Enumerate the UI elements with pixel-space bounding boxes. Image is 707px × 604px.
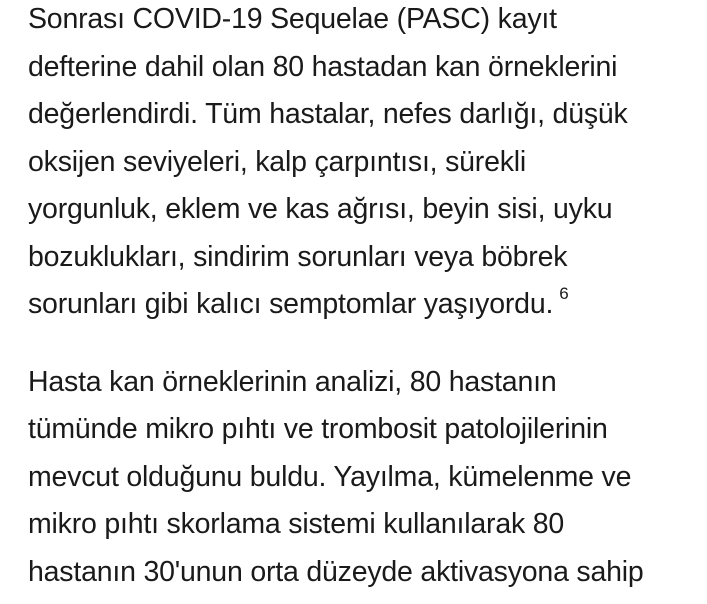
paragraph-2-line: Hasta kan örneklerinin analizi, 80 hastanın (28, 365, 557, 398)
paragraph-1-line: değerlendirdi. Tüm hastalar, nefes darlığı, düşük (28, 98, 628, 130)
paragraph-2-line: hastanın 30'unun orta düzeyde aktivasyona sahip (28, 555, 644, 588)
paragraph-1-line: yorgunluk, eklem ve kas ağrısı, beyin sisi, uyku (28, 193, 613, 225)
paragraph-1-line: bozuklukları, sindirim sorunları veya böbrek (28, 240, 568, 273)
paragraph-1 (28, 0, 698, 329)
paragraph-1-line: defterine dahil olan 80 hastadan kan örneklerini (28, 50, 618, 83)
paragraph-1-line: sorunları gibi kalıcı semptomlar yaşıyordu. (28, 288, 554, 320)
paragraph-1-last-line (28, 281, 698, 329)
citation-link[interactable]: 6 (559, 283, 569, 303)
article-body (28, 0, 698, 596)
paragraph-2-line: mikro pıhtı skorlama sistemi kullanılarak 80 (28, 508, 565, 540)
paragraph-2-line: mevcut olduğunu buldu. Yayılma, kümelenme ve (28, 460, 632, 493)
viewport-bottom-edge (0, 590, 707, 604)
paragraph-1-line: Sonrası COVID-19 Sequelae (PASC) kayıt (28, 3, 557, 35)
paragraph-2 (28, 359, 698, 597)
paragraph-2-line: tümünde mikro pıhtı ve trombosit patolojilerinin (28, 413, 608, 445)
paragraph-1-line: oksijen seviyeleri, kalp çarpıntısı, sürekli (28, 145, 527, 178)
